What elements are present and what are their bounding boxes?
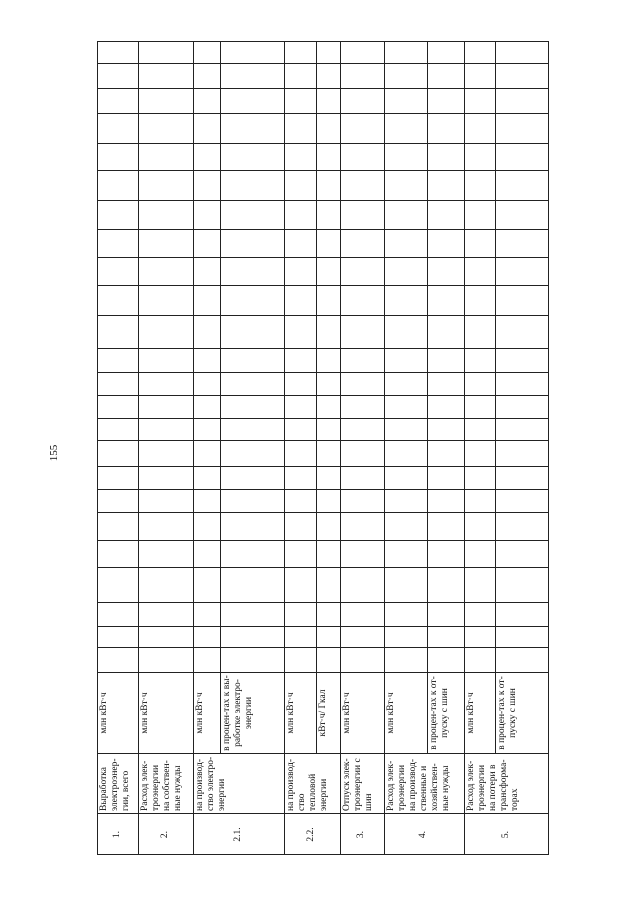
column-line xyxy=(97,200,549,201)
row-number: 4. xyxy=(418,830,428,839)
unit-label: кВт·ч/ Гкал xyxy=(318,689,328,737)
column-line xyxy=(97,257,549,258)
row-line xyxy=(284,41,285,855)
page-number: 155 xyxy=(48,444,60,462)
indicator-label: Расход элек-троэнергии на собствен-ные нужды xyxy=(140,760,183,811)
column-line xyxy=(97,672,549,673)
column-line xyxy=(97,285,549,286)
rotated-table xyxy=(97,41,549,855)
column-line xyxy=(97,489,549,490)
unit-label: в процен-тах к от-пуску с шин xyxy=(497,676,518,750)
row-number: 2. xyxy=(159,830,170,839)
unit-label: млн кВт·ч xyxy=(286,692,296,734)
column-line xyxy=(97,647,549,648)
column-line xyxy=(97,395,549,396)
unit-label: млн кВт·ч xyxy=(195,692,205,734)
column-line xyxy=(97,567,549,568)
indicator-label: на производ-ство электро-энергии xyxy=(195,756,227,811)
column-line xyxy=(97,418,549,419)
column-line xyxy=(97,372,549,373)
row-line xyxy=(464,41,465,855)
column-line xyxy=(97,466,549,467)
column-line xyxy=(97,170,549,171)
column-line xyxy=(97,440,549,441)
unit-label: млн кВт·ч xyxy=(386,692,396,734)
column-line xyxy=(97,315,549,316)
unit-label: млн кВт·ч xyxy=(466,692,476,734)
column-line xyxy=(97,88,549,89)
unit-label: в процен-тах к вы-работке электро-энергии xyxy=(222,675,254,751)
indicator-label: Выработка электроэнер-гии, всего xyxy=(99,758,131,811)
column-line xyxy=(97,540,549,541)
column-line xyxy=(97,626,549,627)
column-line xyxy=(97,143,549,144)
subrow-line xyxy=(220,41,221,754)
column-line xyxy=(97,113,549,114)
subrow-line xyxy=(427,41,428,754)
row-number: 5. xyxy=(500,830,511,839)
row-line xyxy=(193,41,194,855)
row-number: 2.1. xyxy=(232,827,243,842)
column-line xyxy=(97,512,549,513)
subrow-line xyxy=(495,41,496,754)
column-line xyxy=(97,602,549,603)
row-line xyxy=(340,41,341,855)
unit-label: млн кВт·ч xyxy=(140,692,150,734)
row-number: 1. xyxy=(111,830,122,839)
indicator-label: Расход элек-троэнергии на производ-ственные и хозяйствен-ные нужды xyxy=(386,759,451,811)
unit-label: в процен-тах к от-пуску с шин xyxy=(429,676,450,750)
row-number: 3. xyxy=(356,830,366,839)
column-line xyxy=(97,63,549,64)
indicator-label: Отпуск элек-троэнергии с шин xyxy=(342,758,374,811)
column-line xyxy=(97,348,549,349)
row-line xyxy=(384,41,385,855)
table-border-bottom xyxy=(548,41,549,855)
unit-label: млн кВт·ч xyxy=(99,692,109,734)
table-border-right xyxy=(97,41,549,42)
column-line xyxy=(97,753,549,754)
unit-label: млн кВт·ч xyxy=(342,692,352,734)
subrow-line xyxy=(316,41,317,754)
indicator-label: Расход элек-троэнергии на потери в трансформа-торах xyxy=(466,759,520,811)
table-border-top xyxy=(97,41,98,855)
indicator-label: на производ-ство тепловой энергии xyxy=(286,759,329,811)
row-line xyxy=(138,41,139,855)
column-line xyxy=(97,229,549,230)
row-number: 2.2. xyxy=(306,827,316,842)
